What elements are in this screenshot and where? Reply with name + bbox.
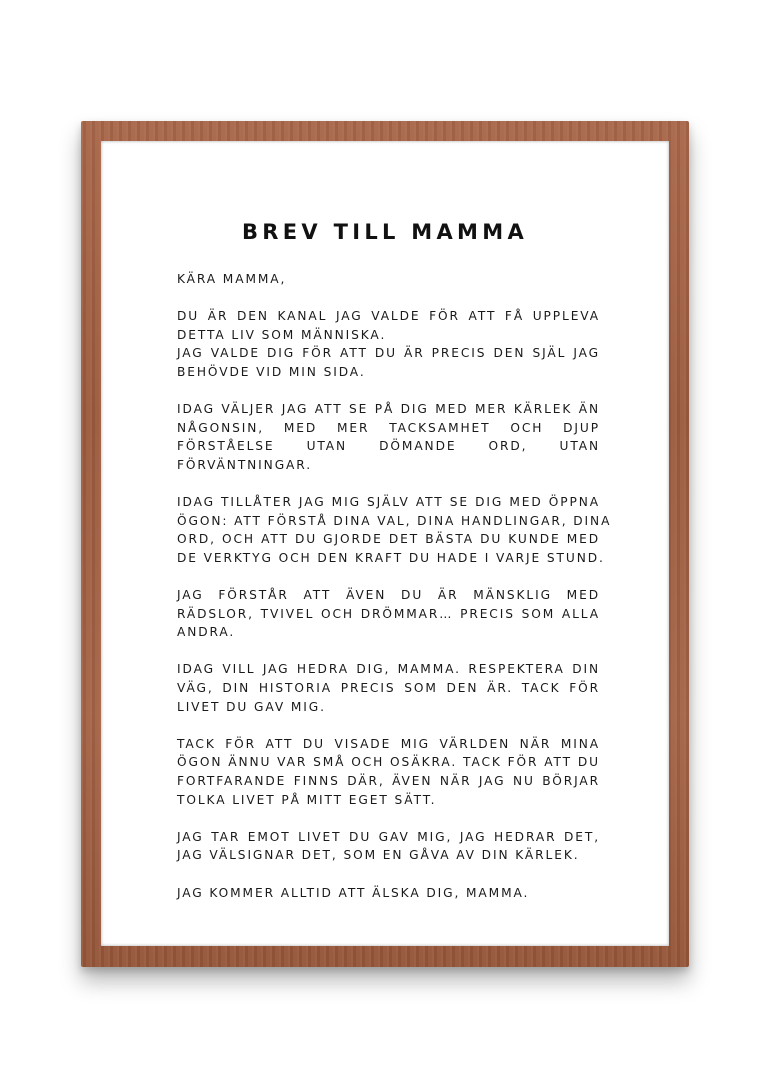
letter-line: FORTFARANDE FINNS DÄR, ÄVEN NÄR JAG NU BÖRJAR <box>177 774 600 789</box>
letter-line: DU ÄR DEN KANAL JAG VALDE FÖR ATT FÅ UPPLEVA <box>177 309 600 324</box>
letter-line: FÖRSTÅELSE UTAN DÖMANDE ORD, UTAN <box>177 439 600 454</box>
letter-line: JAG VÄLSIGNAR DET, SOM EN GÅVA AV DIN KÄRLEK. <box>177 848 580 863</box>
letter-greeting <box>177 270 600 289</box>
letter-line: JAG TAR EMOT LIVET DU GAV MIG, JAG HEDRAR DET, <box>177 829 600 844</box>
letter-line: TOLKA LIVET PÅ MITT EGET SÄTT. <box>177 792 437 807</box>
letter-line: BEHÖVDE VID MIN SIDA. <box>177 364 366 379</box>
letter-line: ÖGON ÄNNU VAR SMÅ OCH OSÄKRA. TACK FÖR ATT DU <box>177 755 600 770</box>
letter-line: ANDRA. <box>177 625 236 640</box>
wooden-picture-frame <box>81 121 689 967</box>
letter-line: ORD, OCH ATT DU GJORDE DET BÄSTA DU KUNDE MED <box>177 532 600 547</box>
letter-line: IDAG VÄLJER JAG ATT SE PÅ DIG MED MER KÄRLEK ÄN <box>177 402 600 417</box>
poster-paper <box>101 141 669 946</box>
letter-paragraph <box>177 828 600 865</box>
letter-line: JAG KOMMER ALLTID ATT ÄLSKA DIG, MAMMA. <box>177 885 530 900</box>
letter-closing <box>177 884 600 903</box>
letter-line: JAG VALDE DIG FÖR ATT DU ÄR PRECIS DEN SJÄL JAG <box>177 346 600 361</box>
letter-paragraph <box>177 493 612 567</box>
letter-paragraph <box>177 735 600 809</box>
letter-line: RÄDSLOR, TVIVEL OCH DRÖMMAR… PRECIS SOM ALLA <box>177 606 600 621</box>
letter-line: NÅGONSIN, MED MER TACKSAMHET OCH DJUP <box>177 420 600 435</box>
letter-line: VÄG, DIN HISTORIA PRECIS SOM DEN ÄR. TACK FÖR <box>177 681 600 696</box>
letter-body <box>177 270 612 921</box>
letter-line: KÄRA MAMMA, <box>177 272 287 286</box>
poster-title: BREV TILL MAMMA <box>242 220 528 244</box>
letter-line: FÖRVÄNTNINGAR. <box>177 457 312 472</box>
letter-line: DE VERKTYG OCH DEN KRAFT DU HADE I VARJE STUND. <box>177 550 605 565</box>
letter-line: IDAG TILLÅTER JAG MIG SJÄLV ATT SE DIG MED ÖPPNA <box>177 495 600 510</box>
letter-paragraph <box>177 660 600 716</box>
letter-line: JAG FÖRSTÅR ATT ÄVEN DU ÄR MÄNSKLIG MED <box>177 588 600 603</box>
letter-line: TACK FÖR ATT DU VISADE MIG VÄRLDEN NÄR MINA <box>177 736 600 751</box>
letter-line: DETTA LIV SOM MÄNNISKA. <box>177 327 387 342</box>
letter-line: LIVET DU GAV MIG. <box>177 699 326 714</box>
letter-line: ÖGON: ATT FÖRSTÅ DINA VAL, DINA HANDLINGAR, DINA <box>177 513 612 528</box>
letter-paragraph <box>177 586 600 642</box>
letter-paragraph <box>177 400 600 474</box>
letter-paragraph <box>177 307 600 381</box>
letter-line: IDAG VILL JAG HEDRA DIG, MAMMA. RESPEKTERA DIN <box>177 662 600 677</box>
